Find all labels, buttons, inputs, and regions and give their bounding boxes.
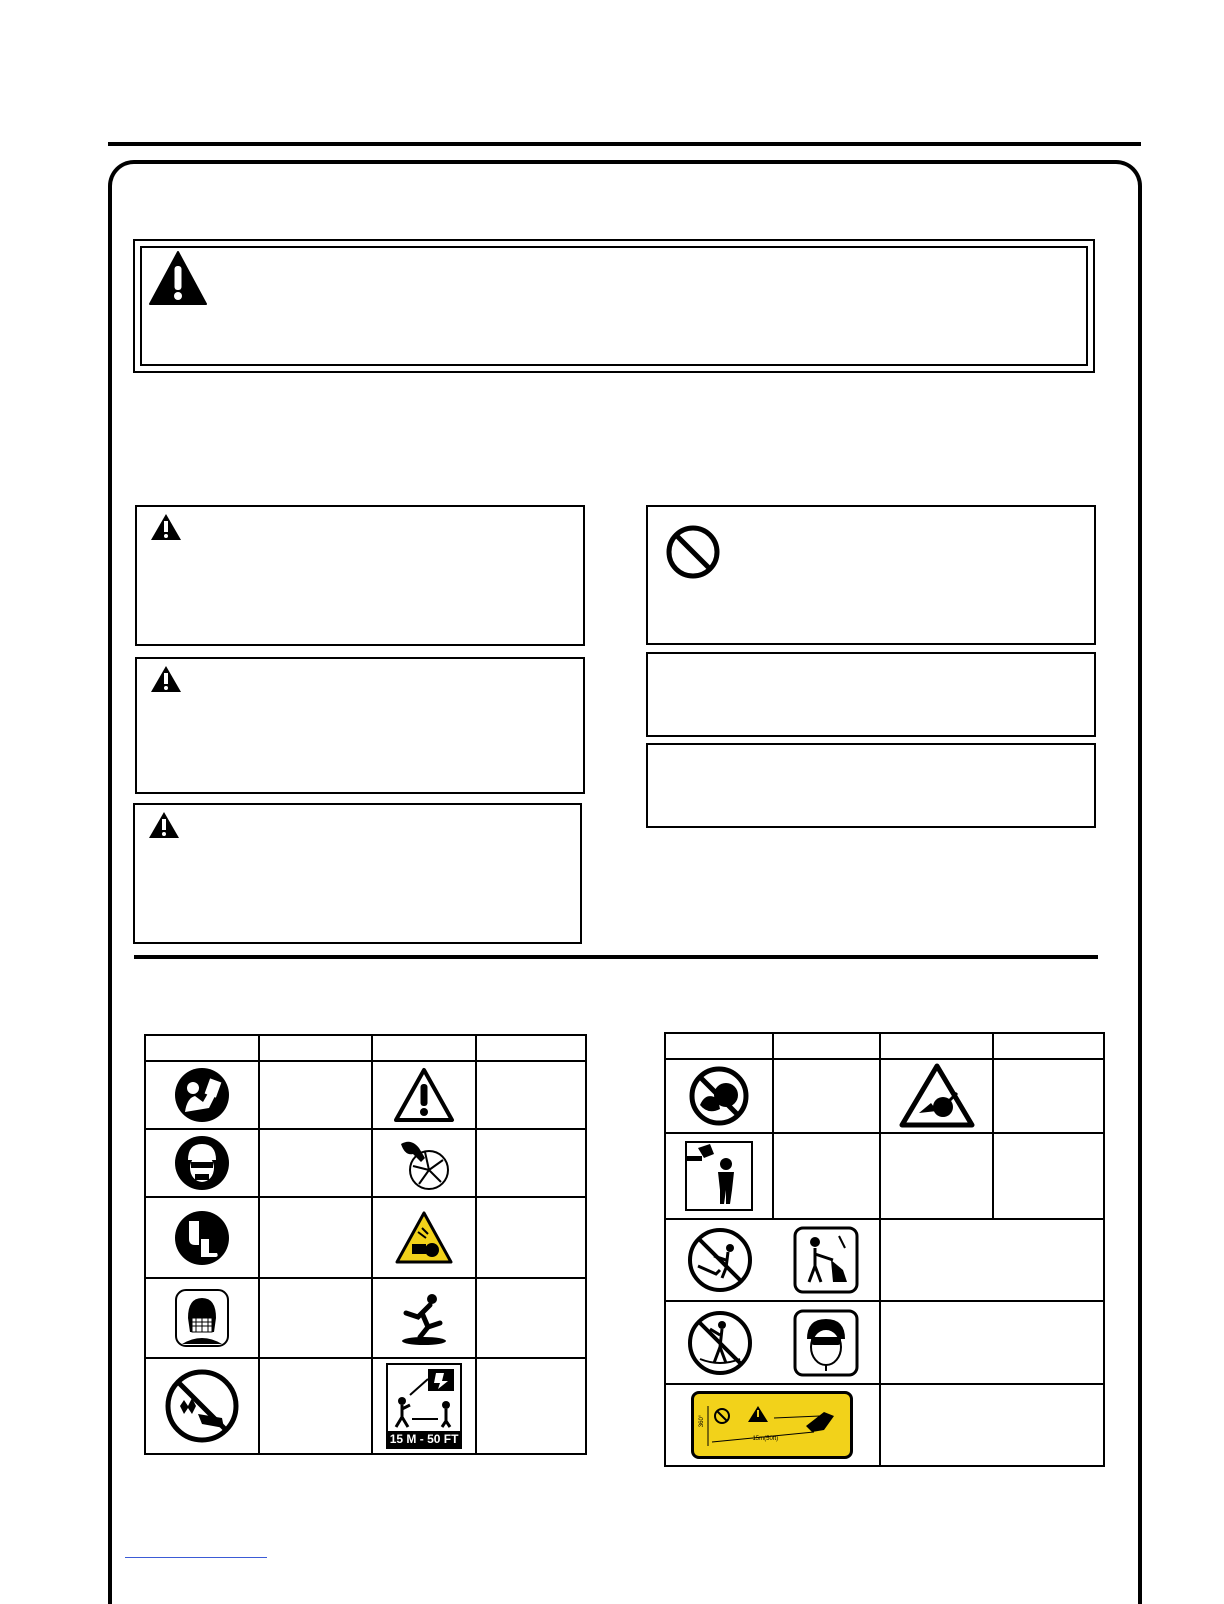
caution-triangle-icon [392, 1066, 456, 1124]
symbol-cell [372, 1197, 476, 1278]
table-row [665, 1133, 1104, 1219]
symbol-cell [665, 1384, 880, 1466]
empty-cell [880, 1301, 1104, 1384]
section-rule [134, 955, 1098, 959]
symbol-label [476, 1358, 586, 1454]
table-header [145, 1035, 259, 1061]
thrown-object-warning-icon [394, 1210, 454, 1266]
symbol-cell [372, 1278, 476, 1358]
symbols-table-right [664, 1032, 1105, 1467]
table-header [372, 1035, 476, 1061]
gloves-boots-icon [173, 1209, 231, 1267]
warning-triangle-icon [148, 250, 208, 306]
symbol-cell [145, 1129, 259, 1197]
symbol-cell [145, 1061, 259, 1129]
table-header [665, 1033, 773, 1059]
empty-cell [880, 1384, 1104, 1466]
empty-cell [773, 1059, 880, 1133]
table-row [665, 1384, 1104, 1466]
prohibition-box [646, 505, 1096, 645]
table-row [665, 1059, 1104, 1133]
table-row [145, 1278, 586, 1358]
symbol-label [259, 1197, 372, 1278]
decal-height-text: 360° [699, 1414, 706, 1428]
rotating-blade-hand-icon [395, 1134, 453, 1192]
table-row [665, 1301, 1104, 1384]
empty-cell [773, 1133, 880, 1219]
table-header-row [145, 1035, 586, 1061]
table-header-row [665, 1033, 1104, 1059]
page-header [140, 178, 1090, 208]
symbol-label [476, 1278, 586, 1358]
warning-box [135, 505, 585, 646]
blade-thrust-warning-icon [899, 1063, 975, 1129]
empty-cell [880, 1219, 1104, 1301]
symbol-label [259, 1061, 372, 1129]
table-header [993, 1033, 1104, 1059]
slip-hazard-icon [392, 1289, 456, 1347]
symbol-cell [665, 1059, 773, 1133]
prohibition-icon [666, 525, 720, 579]
empty-cell [880, 1133, 993, 1219]
symbol-label [476, 1197, 586, 1278]
table-header [259, 1035, 372, 1061]
symbol-label [259, 1278, 372, 1358]
correct-use-icon [793, 1226, 859, 1294]
distance-label: 15 M - 50 FT [389, 1432, 459, 1446]
symbol-label [259, 1129, 372, 1197]
no-incorrect-use-icon [686, 1226, 754, 1294]
warning-box [133, 803, 582, 944]
symbol-label [476, 1129, 586, 1197]
symbols-table-left [144, 1034, 587, 1455]
danger-text [225, 262, 1065, 342]
empty-cell [993, 1133, 1104, 1219]
symbol-cell [880, 1059, 993, 1133]
warning-triangle-icon [150, 665, 182, 693]
keep-bystanders-away-icon [684, 1140, 754, 1212]
notice-box [646, 743, 1096, 828]
table-header [476, 1035, 586, 1061]
table-row [145, 1061, 586, 1129]
symbol-cell [145, 1358, 259, 1454]
notice-box [646, 652, 1096, 737]
table-row [145, 1197, 586, 1278]
table-row [145, 1358, 586, 1454]
symbol-cell [372, 1061, 476, 1129]
safe-distance-icon [386, 1363, 462, 1449]
symbol-cell [665, 1219, 880, 1301]
empty-cell [993, 1059, 1104, 1133]
table-row [665, 1219, 1104, 1301]
no-wrong-posture-icon [686, 1309, 754, 1377]
no-hand-near-blade-icon [688, 1065, 750, 1127]
table-row [145, 1129, 586, 1197]
dust-mask-icon [174, 1288, 230, 1348]
head-eye-ear-protection-icon [173, 1134, 231, 1192]
symbol-label [476, 1061, 586, 1129]
table-header [880, 1033, 993, 1059]
no-sparks-fire-icon [162, 1366, 242, 1446]
footer-link-rule[interactable] [125, 1557, 267, 1558]
warning-box [135, 657, 585, 794]
decal-distance-text: 15m(50ft) [752, 1436, 779, 1442]
symbol-cell [665, 1301, 880, 1384]
symbol-label [259, 1358, 372, 1454]
symbol-cell [145, 1197, 259, 1278]
symbol-cell [665, 1133, 773, 1219]
warning-triangle-icon [150, 513, 182, 541]
warning-decal-icon [691, 1391, 853, 1459]
table-header [773, 1033, 880, 1059]
symbol-cell [145, 1278, 259, 1358]
symbol-cell [372, 1129, 476, 1197]
warning-triangle-icon [148, 811, 180, 839]
read-manual-icon [173, 1066, 231, 1124]
eye-protection-goggles-icon [793, 1309, 859, 1377]
top-rule [108, 142, 1141, 146]
symbol-cell [372, 1358, 476, 1454]
